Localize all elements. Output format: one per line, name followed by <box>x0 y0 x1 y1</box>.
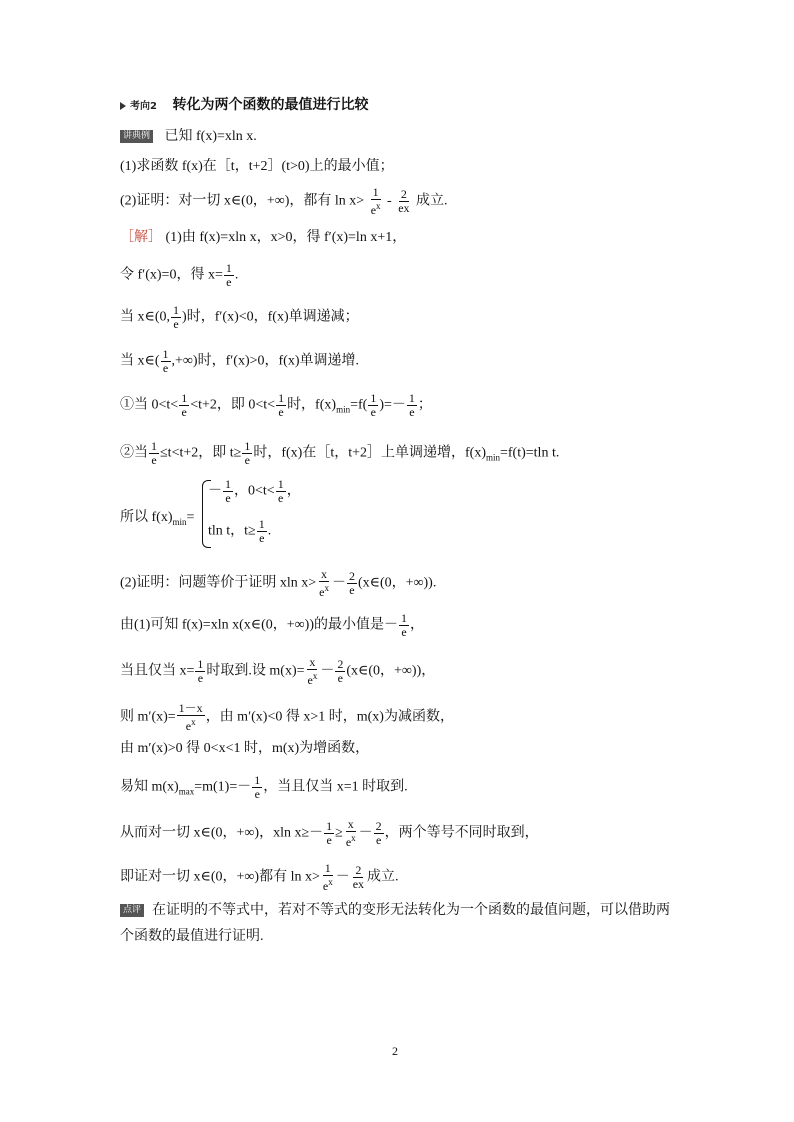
solution-line-15: 即证对一切 x∈(0，+∞)都有 ln x> $\frac{1}{e^x}$ － $\frac{2}{ex}$ 成立. <box>120 861 399 893</box>
solution-line-13: 易知 $m(x)_{max}=m(1)=-$ $\frac{1}{e}$ ，当且仅当 x=1 时取到. <box>120 773 408 801</box>
fraction: $\frac{1}{e}$ <box>151 439 157 467</box>
text: (2)证明：对一切 x∈(0，+∞)，都有 ln x> <box>120 193 365 209</box>
fraction <box>369 186 383 217</box>
text: 成立. <box>416 193 448 209</box>
problem-given <box>120 128 257 146</box>
fraction: $\frac{1}{e}$ <box>181 391 188 419</box>
solution-label: ［解］ <box>120 229 162 245</box>
solution-line-9: 由(1)可知 f(x)=xln x(x∈(0，+∞))的最小值是－ $\frac{1}{e}$ ， <box>120 611 424 639</box>
fraction: $\frac{1}{e}$ <box>225 261 232 289</box>
solution-line-10: 当且仅当 x= $\frac{1}{e}$ 时取到.设 m(x)= $\frac{x}{e^x}$ － $\frac{2}{e}$ (x∈(0，+∞))， <box>120 655 436 687</box>
den: $e^x$ <box>370 201 381 217</box>
num: 2 <box>400 187 407 201</box>
example-badge: 讲典例 <box>120 130 153 143</box>
comment <box>120 898 680 950</box>
solution-line-12: 由 m′(x)>0 得 0<x<1 时，m(x)为增函数， <box>120 741 370 756</box>
comment-text: 在证明的不等式中，若对不等式的变形无法转化为一个函数的最值问题，可以借助两个函数的最值进行证明. <box>120 903 671 944</box>
comment-badge: 点评 <box>120 904 144 917</box>
case-2: tln t，t≥ $\frac{1}{e}$ . <box>208 517 272 545</box>
fraction: $\frac{1}{e}$ <box>162 347 169 375</box>
section-heading <box>120 96 368 116</box>
piecewise-label: 所以 $f(x)_{min}=$ <box>120 510 195 527</box>
solution-line-2: 令 f′(x)=0，得 x= $\frac{1}{e}$ . <box>120 261 239 289</box>
problem-part2: (2)证明：对一切 x∈(0，+∞)，都有 ln x> $\frac{1}{e^x}$ - $\frac{2}{ex}$ 成立. <box>120 185 448 217</box>
section-title: 转化为两个函数的最值进行比较 <box>172 97 369 113</box>
fraction: $\frac{1}{e}$ <box>173 303 180 331</box>
solution-line-3: 当 x∈(0, $\frac{1}{e}$ )时，f′(x)<0，f(x)单调递减； <box>120 303 359 331</box>
solution-line-11: 则 m′(x)= $\frac{1-x}{e^x}$ ，由 m′(x)<0 得 x>1 时，m(x)为减函数， <box>120 701 454 733</box>
solution-line-14: 从而对一切 x∈(0，+∞)，xln x≥－ $\frac{1}{e}$ ≥ $\frac{x}{e^x}$ － $\frac{2}{e}$ ，两个等号不同时取到， <box>120 817 539 849</box>
solution-line-5: ①当 0<t< $\frac{1}{e}$ <t+2，即 0<t< $\frac{1}{e}$ 时，$f(x)_{min}=f$( $\frac{1}{e}$ )=－ $\frac{1}{e}$ ； <box>120 391 432 419</box>
fraction: $\frac{1}{e}$ <box>244 439 251 467</box>
fraction: $\frac{1}{e}$ <box>278 391 285 419</box>
fraction: $\frac{1}{e}$ <box>370 391 377 419</box>
fraction <box>396 188 411 215</box>
text: (1)由 f(x)=xln x，x>0，得 f′(x)=ln x+1， <box>165 230 407 245</box>
text: 令 f′(x)=0，得 x= <box>120 267 223 283</box>
solution-line-4: 当 x∈( $\frac{1}{e}$ ,+∞)时，f′(x)>0，f(x)单调递增. <box>120 347 359 375</box>
solution-line-6: ②当 $\frac{1}{e}$ ≤t<t+2，即 t≥ $\frac{1}{e}$ 时，f(x)在［t，t+2］上单调递增，$f(x)_{min}=f(t)=tln$ t. <box>120 439 560 467</box>
case-1: － $\frac{1}{e}$ ，0<t< $\frac{1}{e}$ ， <box>208 477 301 505</box>
problem-part1: (1)求函数 f(x)在［t，t+2］(t>0)上的最小值； <box>120 159 394 174</box>
section-tag: 考向2 <box>120 98 157 116</box>
den: ex <box>398 201 410 215</box>
solution-line-1 <box>120 228 406 247</box>
num: 1 <box>372 185 379 199</box>
solution-line-8: (2)证明：问题等价于证明 xln x> $\frac{x}{e^x}$ － $\frac{2}{e}$ (x∈(0，+∞)). <box>120 567 437 599</box>
given-text: 已知 f(x)=xln x. <box>164 129 257 144</box>
fraction: $\frac{1}{e}$ <box>408 391 415 419</box>
page-number: 2 <box>392 1044 398 1058</box>
